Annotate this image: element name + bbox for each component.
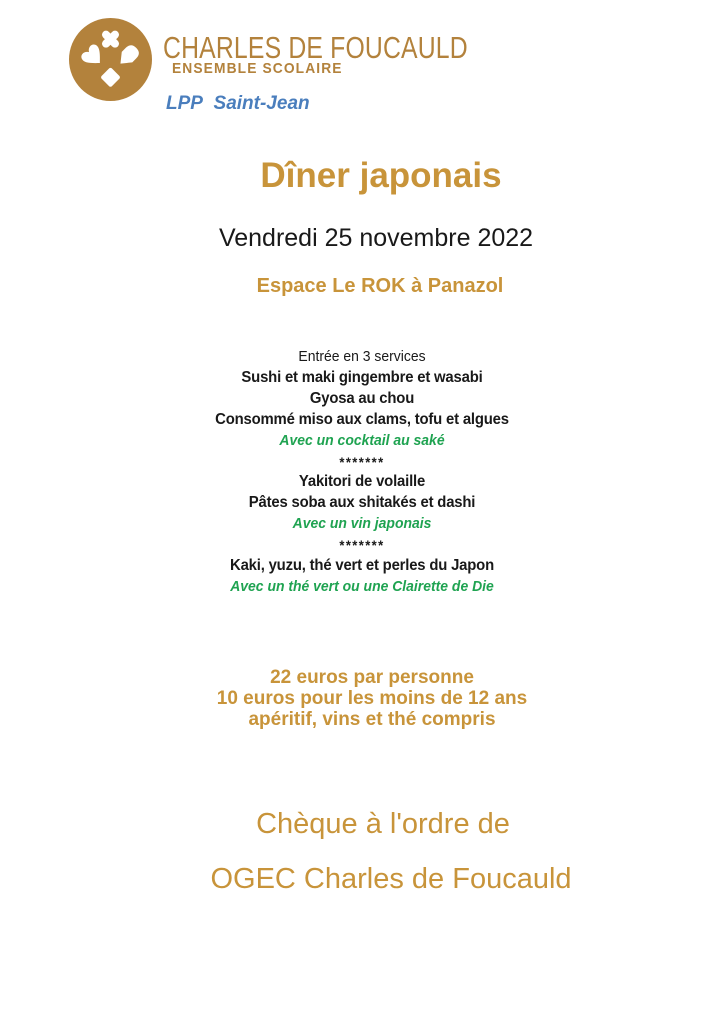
menu-separator: ******* xyxy=(339,453,385,470)
menu-dish: Yakitori de volaille xyxy=(298,473,426,491)
price-line: 22 euros par personne xyxy=(270,667,474,688)
org-name: CHARLES DE FOUCAULD xyxy=(163,30,468,65)
hearts-cross-logo-icon xyxy=(69,18,152,101)
menu-body xyxy=(25,347,698,598)
price-line: 10 euros pour les moins de 12 ans xyxy=(216,687,528,709)
menu-dish: Sushi et maki gingembre et wasabi xyxy=(241,368,483,386)
menu-separator: ******* xyxy=(339,537,385,554)
menu-pairing: Avec un vin japonais xyxy=(292,515,432,533)
school-name: LPP Saint-Jean xyxy=(166,93,310,114)
price-line: apéritif, vins et thé compris xyxy=(248,708,496,730)
menu-pairing: Avec un cocktail au saké xyxy=(279,431,445,449)
payment-instruction: Chèque à l'ordre de xyxy=(256,808,510,840)
event-date: Vendredi 25 novembre 2022 xyxy=(218,224,534,252)
menu-course-intro: Entrée en 3 services xyxy=(298,348,426,365)
menu-dish: Kaki, yuzu, thé vert et perles du Japon xyxy=(230,557,494,575)
menu-dish: Consommé miso aux clams, tofu et algues xyxy=(215,410,509,428)
org-subtitle: ENSEMBLE SCOLAIRE xyxy=(172,60,343,77)
event-venue: Espace Le ROK à Panazol xyxy=(256,275,504,297)
menu-dish: Gyosa au chou xyxy=(309,389,415,407)
menu-pairing: Avec un thé vert ou une Clairette de Die xyxy=(230,577,494,595)
event-title: Dîner japonais xyxy=(260,156,502,195)
menu-dish: Pâtes soba aux shitakés et dashi xyxy=(248,494,476,512)
pricing-block xyxy=(0,668,724,730)
payment-payee: OGEC Charles de Foucauld xyxy=(210,863,572,895)
